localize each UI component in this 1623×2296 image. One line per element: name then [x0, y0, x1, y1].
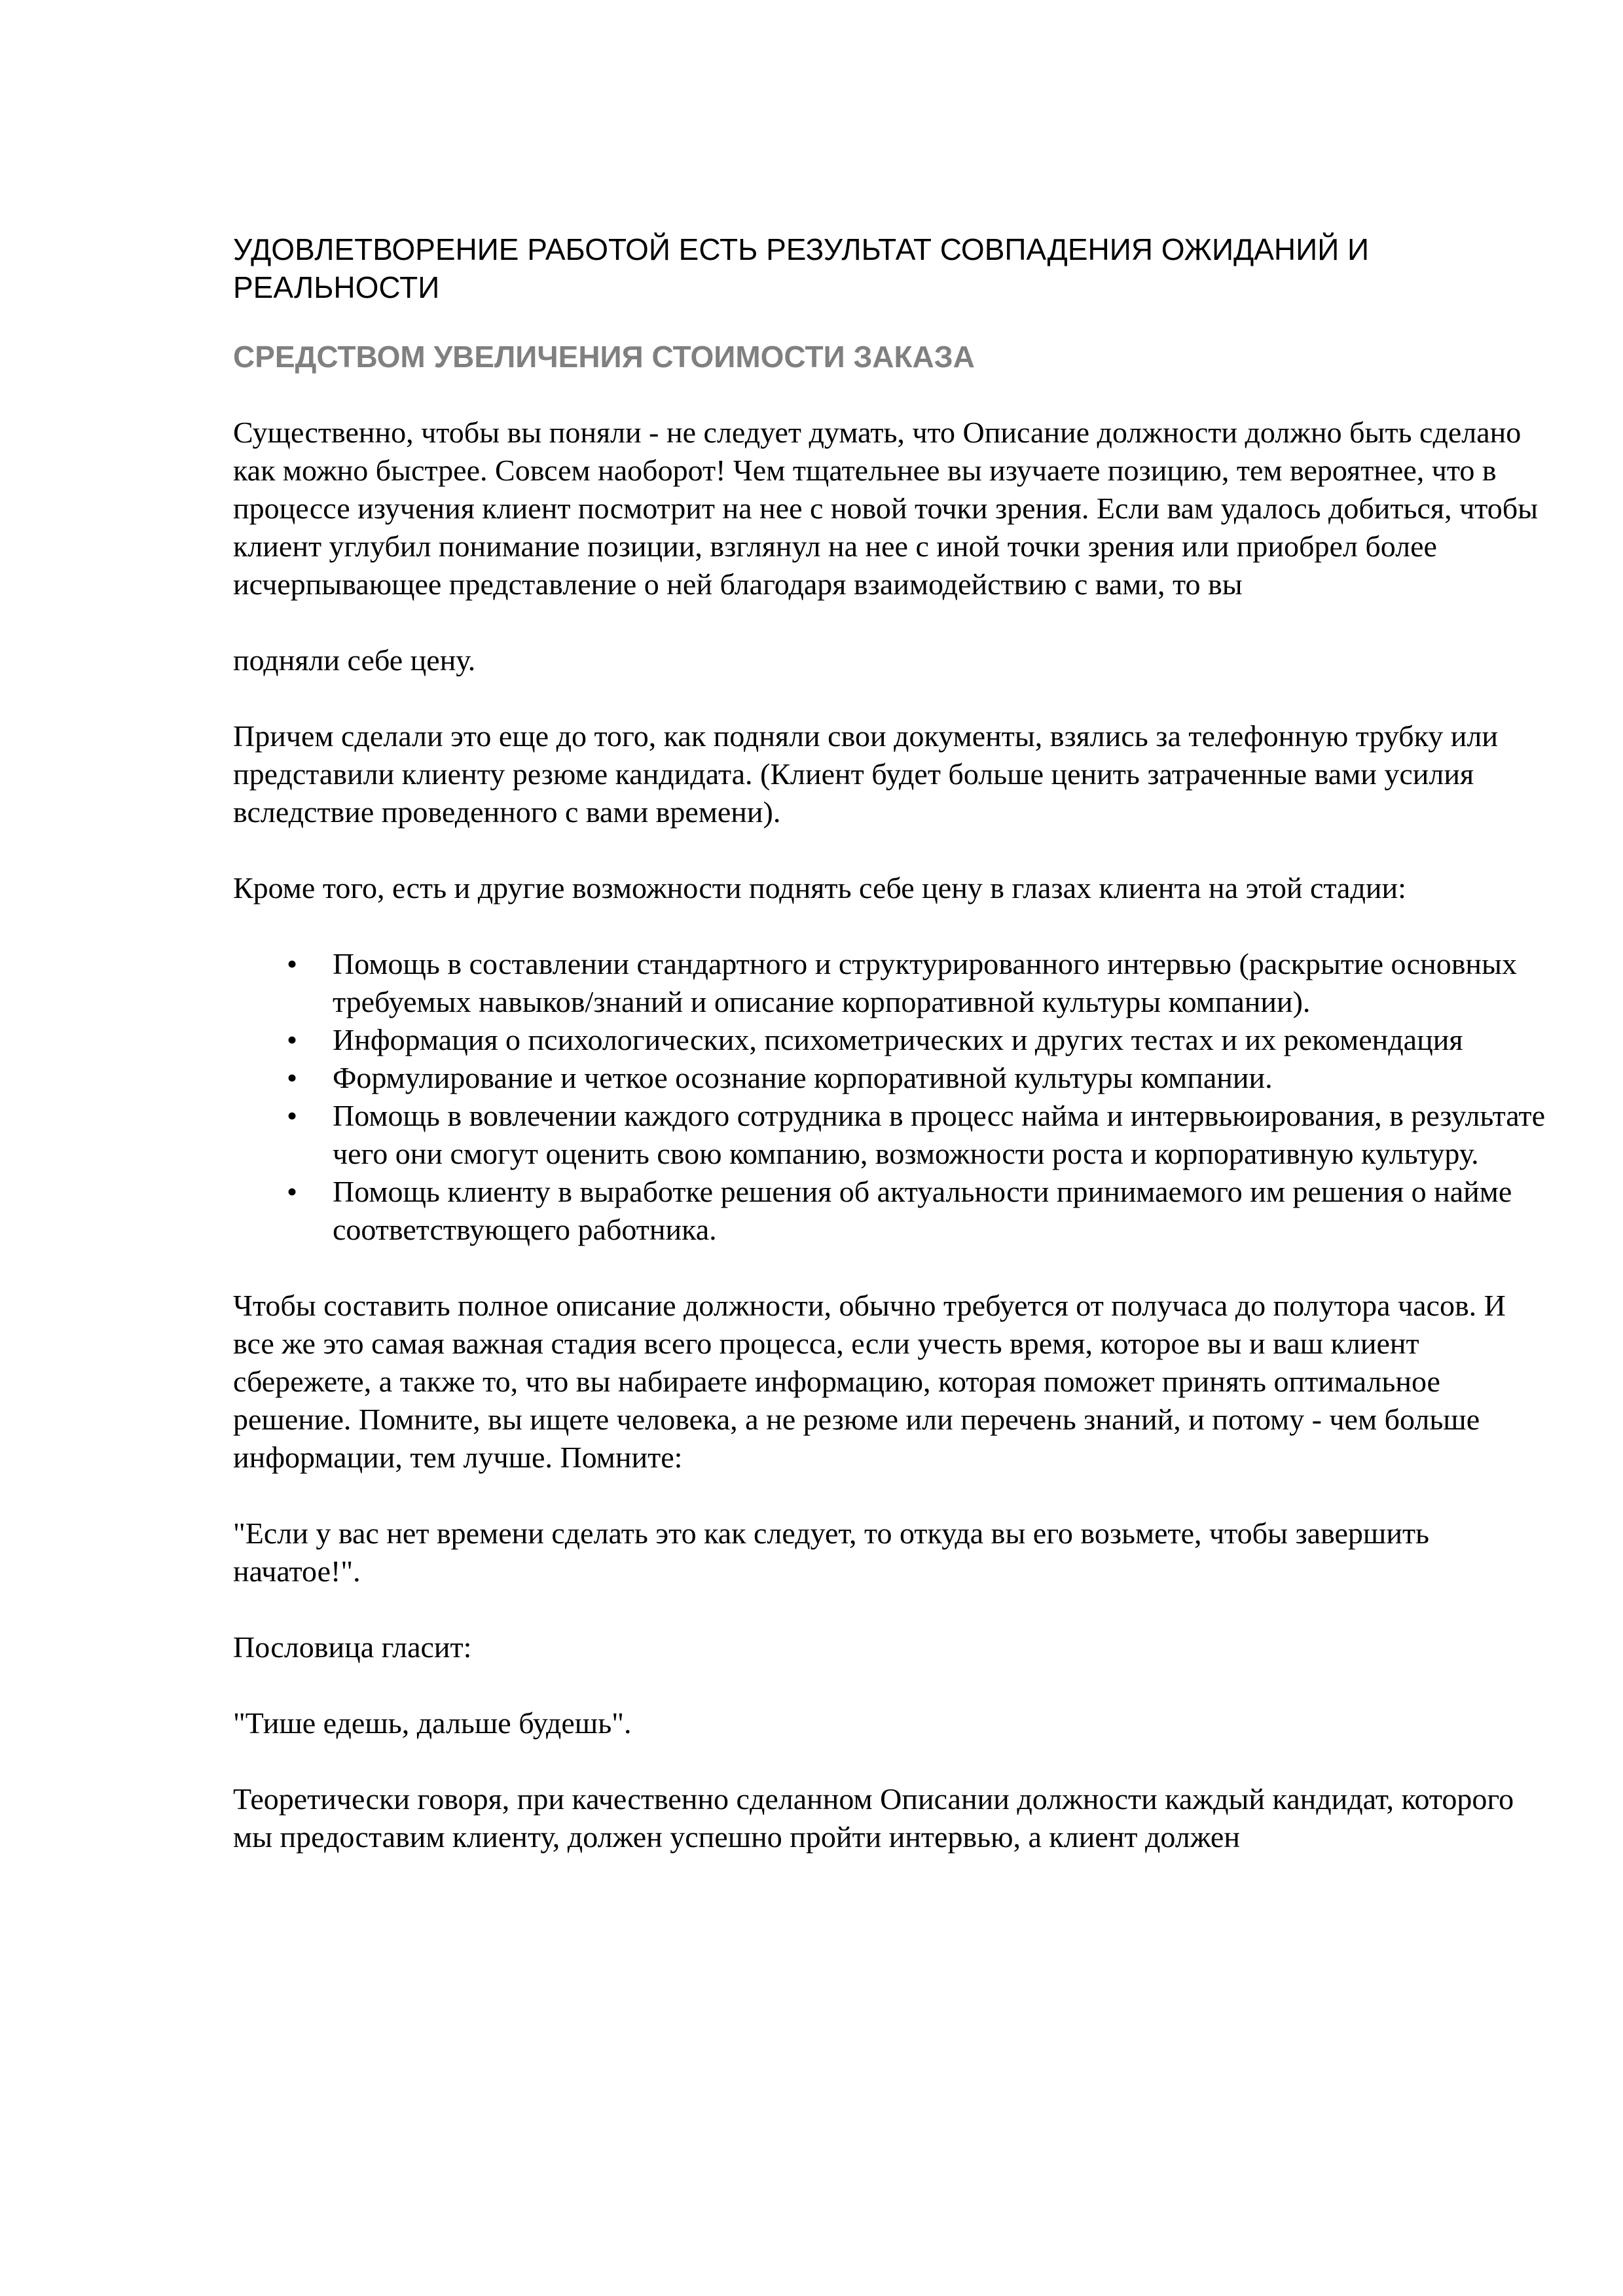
document-subtitle: СРЕДСТВОМ УВЕЛИЧЕНИЯ СТОИМОСТИ ЗАКАЗА — [233, 340, 975, 374]
paragraph: Кроме того, есть и другие возможности поднять себе цену в глазах клиента на этой стадии: — [233, 871, 1406, 905]
paragraph: Теоретически говоря, при качественно сделанном Описании должности каждый кандидат, которого мы предоставим клиенту, должен успешно пройти интервью, а клиент должен — [233, 1782, 1514, 1854]
paragraph: Причем сделали это еще до того, как подняли свои документы, взялись за телефонную трубку или представили клиенту резюме кандидата. (Клиент будет больше ценить затраченные вами усилия вследствие проведенного с вами времени). — [233, 719, 1498, 829]
list-item-text: Формулирование и четкое осознание корпоративной культуры компании. — [333, 1061, 1273, 1094]
bullet-icon: • — [287, 947, 298, 980]
list-item-text: Помощь в вовлечении каждого сотрудника в процесс найма и интервьюирования, в результате чего они смогут оценить свою компанию, возможности роста и корпоративную культуру. — [333, 1099, 1546, 1170]
quote-paragraph: "Если у вас нет времени сделать это как следует, то откуда вы его возьмете, чтобы завершить начатое!". — [233, 1516, 1430, 1588]
paragraph: Чтобы составить полное описание должности, обычно требуется от получаса до полутора часов. И все же это самая важная стадия всего процесса, если учесть время, которое вы и ваш клиент сбережете, а также то, что вы набираете информацию, которая поможет принять оптимальное решение. Помните, вы ищете человека, а не резюме или перечень знаний, и потому - чем больше информации, тем лучше. Помните: — [233, 1289, 1506, 1474]
paragraph: Пословица гласит: — [233, 1630, 472, 1664]
list-item-text: Помощь в составлении стандартного и структурированного интервью (раскрытие основных требуемых навыков/знаний и описание корпоративной культуры компании). — [333, 947, 1517, 1018]
list-item-text: Информация о психологических, психометрических и других тестах и их рекомендация — [333, 1023, 1463, 1056]
bullet-icon: • — [287, 1061, 298, 1094]
list-item — [233, 1173, 1548, 1249]
document-title: УДОВЛЕТВОРЕНИЕ РАБОТОЙ ЕСТЬ РЕЗУЛЬТАТ СОВПАДЕНИЯ ОЖИДАНИЙ И РЕАЛЬНОСТИ — [233, 232, 1370, 304]
bullet-icon: • — [287, 1175, 298, 1208]
document-page — [233, 230, 1548, 1856]
list-item — [233, 1097, 1548, 1173]
bullet-list — [233, 945, 1548, 1249]
list-item — [233, 945, 1548, 1021]
paragraph: подняли себе цену. — [233, 643, 476, 677]
proverb-paragraph: "Тише едешь, дальше будешь". — [233, 1706, 632, 1740]
paragraph: Существенно, чтобы вы поняли - не следует думать, что Описание должности должно быть сделано как можно быстрее. Совсем наоборот! Чем тщательнее вы изучаете позицию, тем вероятнее, что в процессе изучения клиент посмотрит на нее с новой точки зрения. Если вам удалось добиться, чтобы клиент углубил понимание позиции, взглянул на нее с иной точки зрения или приобрел более исчерпывающее представление о ней благодаря взаимодействию с вами, то вы — [233, 416, 1539, 601]
list-item — [233, 1021, 1548, 1059]
list-item-text: Помощь клиенту в выработке решения об актуальности принимаемого им решения о найме соответствующего работника. — [333, 1175, 1512, 1246]
bullet-icon: • — [287, 1023, 298, 1056]
list-item — [233, 1059, 1548, 1097]
bullet-icon: • — [287, 1099, 298, 1132]
